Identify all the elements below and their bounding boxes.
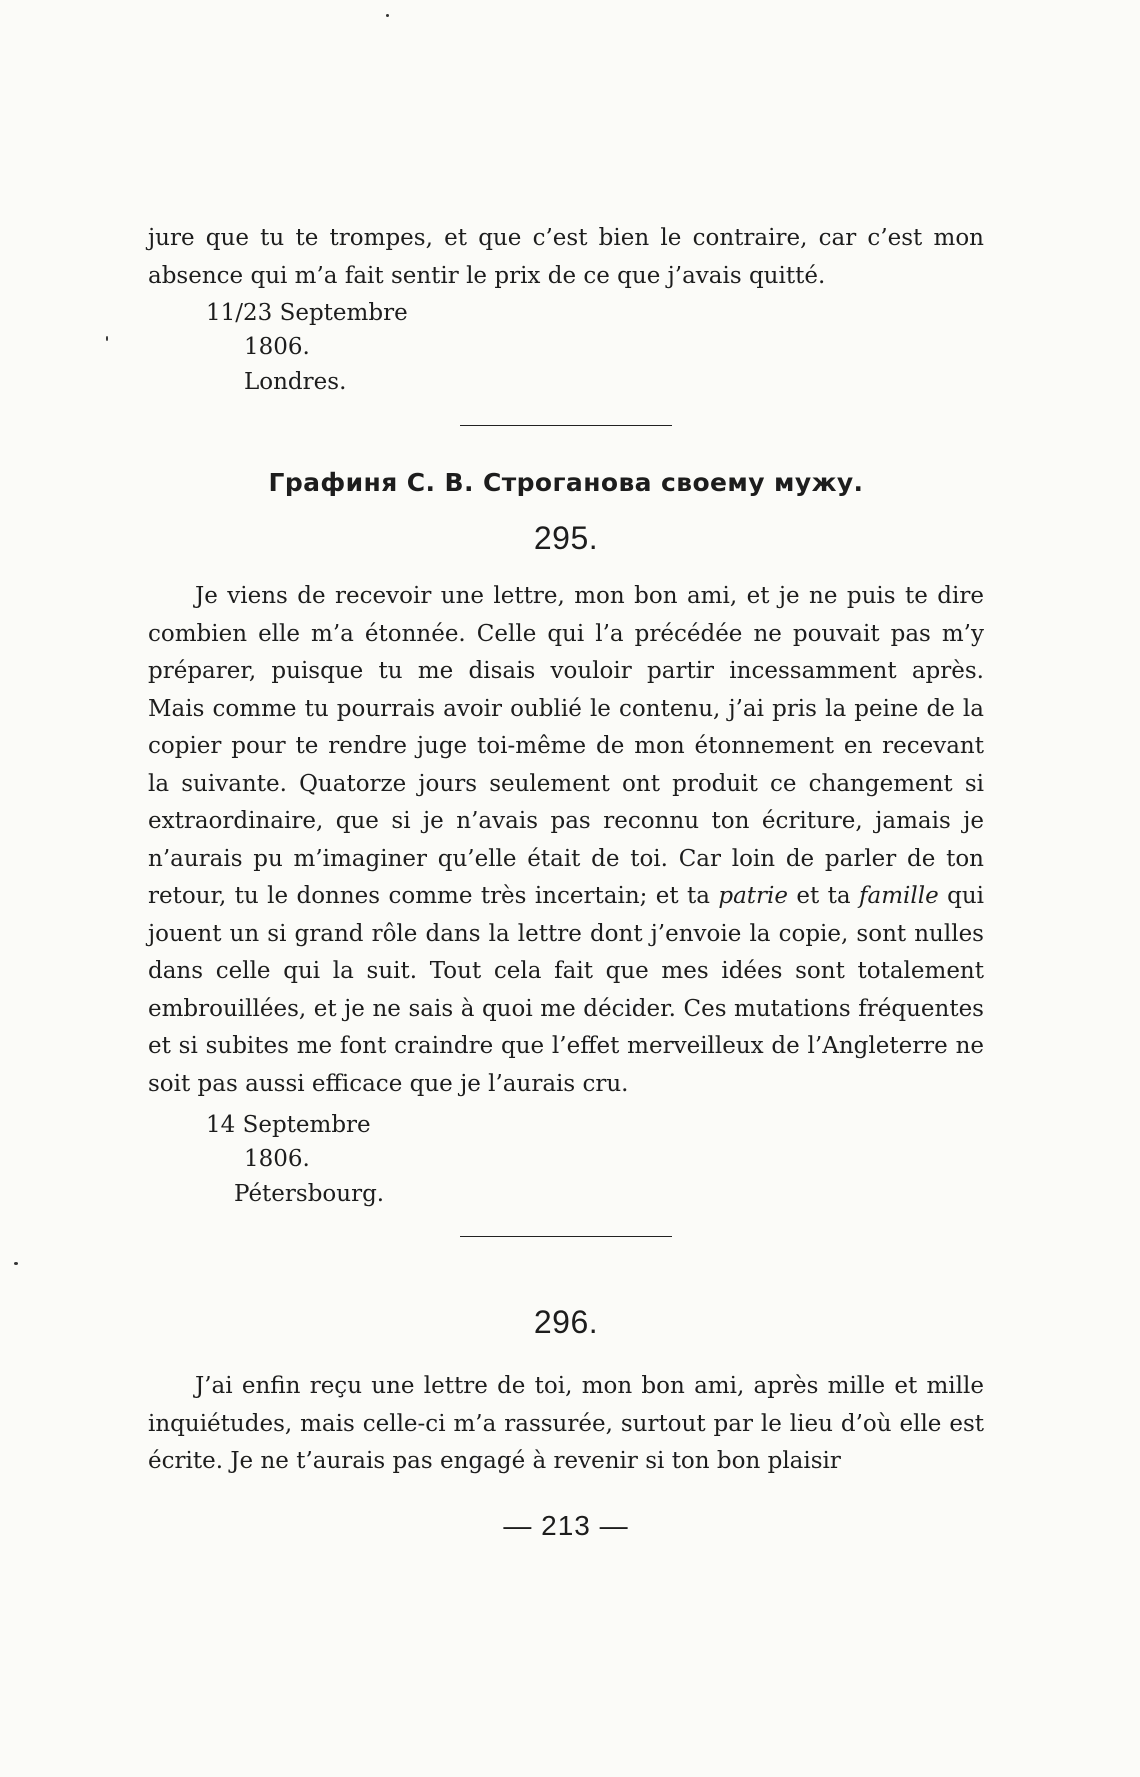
letter-295-body [148,578,984,1103]
previous-letter-place: Londres. [244,369,347,395]
letter-295-body-part1: Je viens de recevoir une lettre, mon bon ami, et je ne puis te dire combien elle m’a étonnée. Celle qui l’a précédée ne pouvait pas m’y préparer, puisque tu me disais vouloir partir incessamment après. Mais comme tu pourrais avoir oublié le contenu, j’ai pris la peine de la copier pour te rendre juge toi-même de mon étonnement en recevant la suivante. Quatorze jours seulement ont produit ce changement si extraordinaire, que si je n’avais pas reconnu ton écriture, jamais je n’aurais pu m’imaginer qu’elle était de toi. Car loin de parler de ton retour, tu le donnes comme très incertain; et ta [148,583,984,909]
previous-letter-date: 11/23 Septembre [206,300,408,326]
previous-letter-text: jure que tu te trompes, et que c’est bien le contraire, car c’est mon absence qui m’a fait sentir le prix de ce que j’avais quitté. [148,225,984,289]
letter-295-date: 14 Septembre [206,1112,371,1138]
section-divider [460,425,672,426]
page-number: — 213 — [503,1510,629,1541]
italic-word-famille: famille [859,883,939,909]
letter-296-body: J’ai enfin reçu une lettre de toi, mon bon ami, après mille et mille inquiétudes, mais celle-ci m’a rassurée, surtout par le lieu d’où elle est écrite. Je ne t’aurais pas engagé à revenir si ton bon plaisir [148,1373,984,1474]
letter-295-joiner: et ta [796,883,851,909]
scan-speck [386,14,389,17]
italic-word-patrie: patrie [718,883,789,909]
section-divider [460,1236,672,1237]
letter-heading: Графиня С. В. Строганова своему мужу. [268,468,864,497]
previous-letter-year: 1806. [244,334,310,360]
letter-295-body-part2: qui jouent un si grand rôle dans la lettre dont j’envoie la copie, sont nulles dans celle qui la suit. Tout cela fait que mes idées sont totalement embrouillées, et je ne sais à quoi me décider. Ces mutations fréquentes et si subites me font craindre que l’effet merveilleux de l’Angleterre ne soit pas aussi efficace que je l’aurais cru. [148,883,985,1097]
letter-number-295: 295. [533,520,599,556]
letter-295-place: Pétersbourg. [234,1181,385,1207]
letter-295-year: 1806. [244,1146,310,1172]
scan-speck [106,336,108,341]
scan-speck [14,1262,18,1265]
letter-number-296: 296. [533,1304,599,1340]
